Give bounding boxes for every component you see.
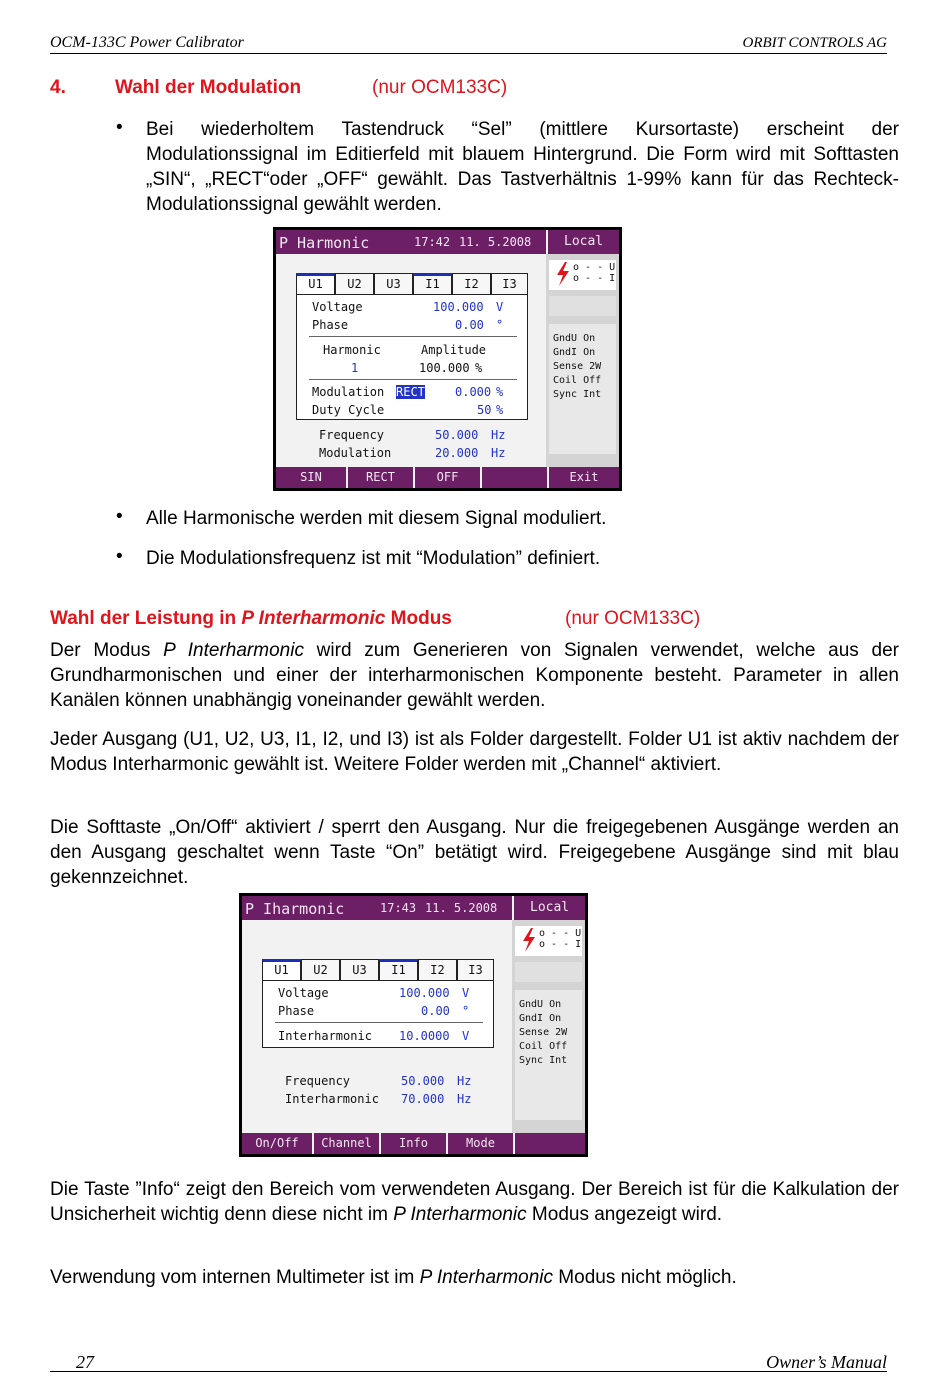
amplitude-label: Amplitude (421, 343, 487, 357)
tab-u1[interactable]: U1 (262, 959, 301, 981)
section-title: Wahl der Modulation (115, 77, 302, 98)
interharmonic-unit: V (462, 1029, 470, 1043)
tab-i2[interactable]: I2 (418, 959, 457, 981)
page-number: 27 (76, 1352, 94, 1372)
section-note: (nur OCM133C) (372, 77, 508, 98)
output-indicator: o - - U o - - I (539, 928, 582, 950)
phase-unit: ° (462, 1004, 470, 1018)
bullet-text: Bei wiederholtem Tastendruck “Sel” (mittlere Kursortaste) erscheint der Modulationssignal im Editierfeld mit blauem Hintergrund. Die Form wird mit Softtasten „SIN“, „RECT“oder „OFF“ gewählt. Das Tastverhältnis 1-99% kann für das Rechteck- Modulationssignal gewählt werden. (146, 119, 899, 215)
tab-i2[interactable]: I2 (452, 273, 491, 295)
voltage-value[interactable]: 100.000 (433, 300, 484, 314)
softkey-sin[interactable]: SIN (300, 470, 322, 484)
softkey-off[interactable]: OFF (413, 467, 480, 488)
tab-i1[interactable]: I1 (379, 959, 418, 981)
phase-value[interactable]: 0.00 (421, 1004, 450, 1018)
screen-harmonic (273, 227, 622, 491)
screen-interharmonic (239, 893, 588, 1157)
phase-label: Phase (312, 318, 349, 332)
page-footer (50, 1352, 887, 1372)
output-indicator: o - - U o - - I (573, 262, 616, 284)
softkey-on-off[interactable]: On/Off (255, 1136, 299, 1150)
harmonic-label: Harmonic (323, 343, 381, 357)
footer-right: Owner’s Manual (766, 1352, 887, 1372)
bullet-dot: • (116, 506, 123, 527)
softkey-bar (276, 467, 619, 488)
voltage-label: Voltage (278, 986, 329, 1000)
softkey-channel[interactable]: Channel (312, 1133, 379, 1154)
bullet-text: Die Modulationsfrequenz ist mit “Modulation” definiert. (146, 548, 601, 569)
screen-local: Local (564, 234, 604, 249)
lightning-icon (521, 928, 537, 952)
tab-u2[interactable]: U2 (335, 273, 374, 295)
interharmonic-frequency-unit: Hz (457, 1092, 472, 1106)
section-title: Wahl der Leistung in P Interharmonic Modus (50, 608, 452, 629)
modulation-depth-unit: % (496, 385, 504, 399)
screen-date: 11. 5.2008 (459, 235, 532, 249)
screen-mode-title: P Harmonic (279, 234, 370, 252)
phase-value[interactable]: 0.00 (455, 318, 484, 332)
tab-i1[interactable]: I1 (413, 273, 452, 295)
softkey-rect[interactable]: RECT (346, 467, 413, 488)
phase-label: Phase (278, 1004, 315, 1018)
section-note: (nur OCM133C) (565, 608, 701, 629)
page-header (50, 34, 887, 54)
status-list: GndU On GndI On Sense 2W Coil Off Sync Int (553, 333, 602, 400)
amplitude-value[interactable]: 100.000 (419, 361, 470, 375)
bullet-text: Alle Harmonische werden mit diesem Signal moduliert. (146, 508, 607, 529)
channel-tabs (296, 273, 528, 295)
tab-u2[interactable]: U2 (301, 959, 340, 981)
paragraph: Die Softtaste „On/Off“ aktiviert / sperrt den Ausgang. Nur die freigegebenen Ausgänge werden an den Ausgang geschaltet wenn Taste “On” betätigt wird. Freigegebene Ausgänge sind mit blau gekennzeichnet. (50, 817, 899, 888)
softkey-5[interactable] (513, 1133, 585, 1154)
frequency-label: Frequency (319, 428, 385, 442)
tab-u3[interactable]: U3 (340, 959, 379, 981)
interharmonic-frequency-value[interactable]: 70.000 (401, 1092, 445, 1106)
frequency-value[interactable]: 50.000 (401, 1074, 445, 1088)
tab-i3[interactable]: I3 (457, 959, 494, 981)
status-column (512, 920, 585, 1136)
voltage-value[interactable]: 100.000 (399, 986, 450, 1000)
lightning-icon (555, 262, 571, 286)
interharmonic-frequency-label: Interharmonic (285, 1092, 379, 1106)
softkey-4[interactable] (480, 467, 547, 488)
modulation-frequency-unit: Hz (491, 446, 506, 460)
modulation-label: Modulation (312, 385, 385, 399)
frequency-unit: Hz (457, 1074, 472, 1088)
bullet-dot: • (116, 117, 123, 138)
frequency-unit: Hz (491, 428, 506, 442)
voltage-unit: V (462, 986, 470, 1000)
screen-local: Local (530, 900, 570, 915)
modulation-depth-value[interactable]: 0.000 (455, 385, 492, 399)
phase-unit: ° (496, 318, 504, 332)
duty-cycle-value[interactable]: 50 (477, 403, 492, 417)
voltage-unit: V (496, 300, 504, 314)
channel-tabs (262, 959, 494, 981)
channel-panel (262, 980, 494, 1048)
voltage-label: Voltage (312, 300, 363, 314)
header-right: ORBIT CONTROLS AG (742, 35, 887, 51)
channel-panel (296, 294, 528, 420)
screen-mode-title: P Iharmonic (245, 900, 345, 918)
tab-i3[interactable]: I3 (491, 273, 528, 295)
duty-cycle-label: Duty Cycle (312, 403, 385, 417)
softkey-info[interactable]: Info (379, 1133, 446, 1154)
modulation-frequency-value[interactable]: 20.000 (435, 446, 479, 460)
interharmonic-label: Interharmonic (278, 1029, 372, 1043)
screen-title-bar (276, 230, 619, 254)
header-left: OCM-133C Power Calibrator (50, 34, 244, 51)
modulation-frequency-label: Modulation (319, 446, 392, 460)
paragraph: Jeder Ausgang (U1, U2, U3, I1, I2, und I3) ist als Folder dargestellt. Folder U1 ist aktiv nachdem der Modus Interharmonic gewählt ist. Weitere Folder werden mit „Channel“ aktiviert. (50, 729, 899, 775)
tab-u3[interactable]: U3 (374, 273, 413, 295)
harmonic-value[interactable]: 1 (351, 361, 359, 375)
softkey-bar (242, 1133, 585, 1154)
screen-time: 17:42 (414, 235, 451, 249)
paragraph: Die Taste ”Info“ zeigt den Bereich vom verwendeten Ausgang. Der Bereich ist für die Kalkulation der Unsicherheit wichtig denn diese nicht im P Interharmonic Modus angezeigt wird. (50, 1179, 899, 1225)
interharmonic-value[interactable]: 10.0000 (399, 1029, 450, 1043)
softkey-mode[interactable]: Mode (446, 1133, 513, 1154)
bullet-dot: • (116, 546, 123, 567)
frequency-value[interactable]: 50.000 (435, 428, 479, 442)
status-list: GndU On GndI On Sense 2W Coil Off Sync Int (519, 999, 568, 1066)
screen-time: 17:43 (380, 901, 417, 915)
paragraph: Verwendung vom internen Multimeter ist im P Interharmonic Modus nicht möglich. (50, 1267, 737, 1288)
status-column (546, 254, 619, 470)
duty-cycle-unit: % (496, 403, 504, 417)
section-number: 4. (50, 77, 66, 98)
screen-title-bar (242, 896, 585, 920)
amplitude-unit: % (475, 361, 483, 375)
screen-date: 11. 5.2008 (425, 901, 498, 915)
tab-u1[interactable]: U1 (296, 273, 335, 295)
paragraph: Der Modus P Interharmonic wird zum Generieren von Signalen verwendet, welche aus der Grundharmonischen und einer der interharmonischen Komponente besteht. Parameter in allen Kanälen können unabhängig voneinander gewählt werden. (50, 640, 899, 711)
softkey-exit[interactable]: Exit (547, 467, 619, 488)
modulation-shape-field[interactable]: RECT (396, 385, 425, 399)
frequency-label: Frequency (285, 1074, 351, 1088)
